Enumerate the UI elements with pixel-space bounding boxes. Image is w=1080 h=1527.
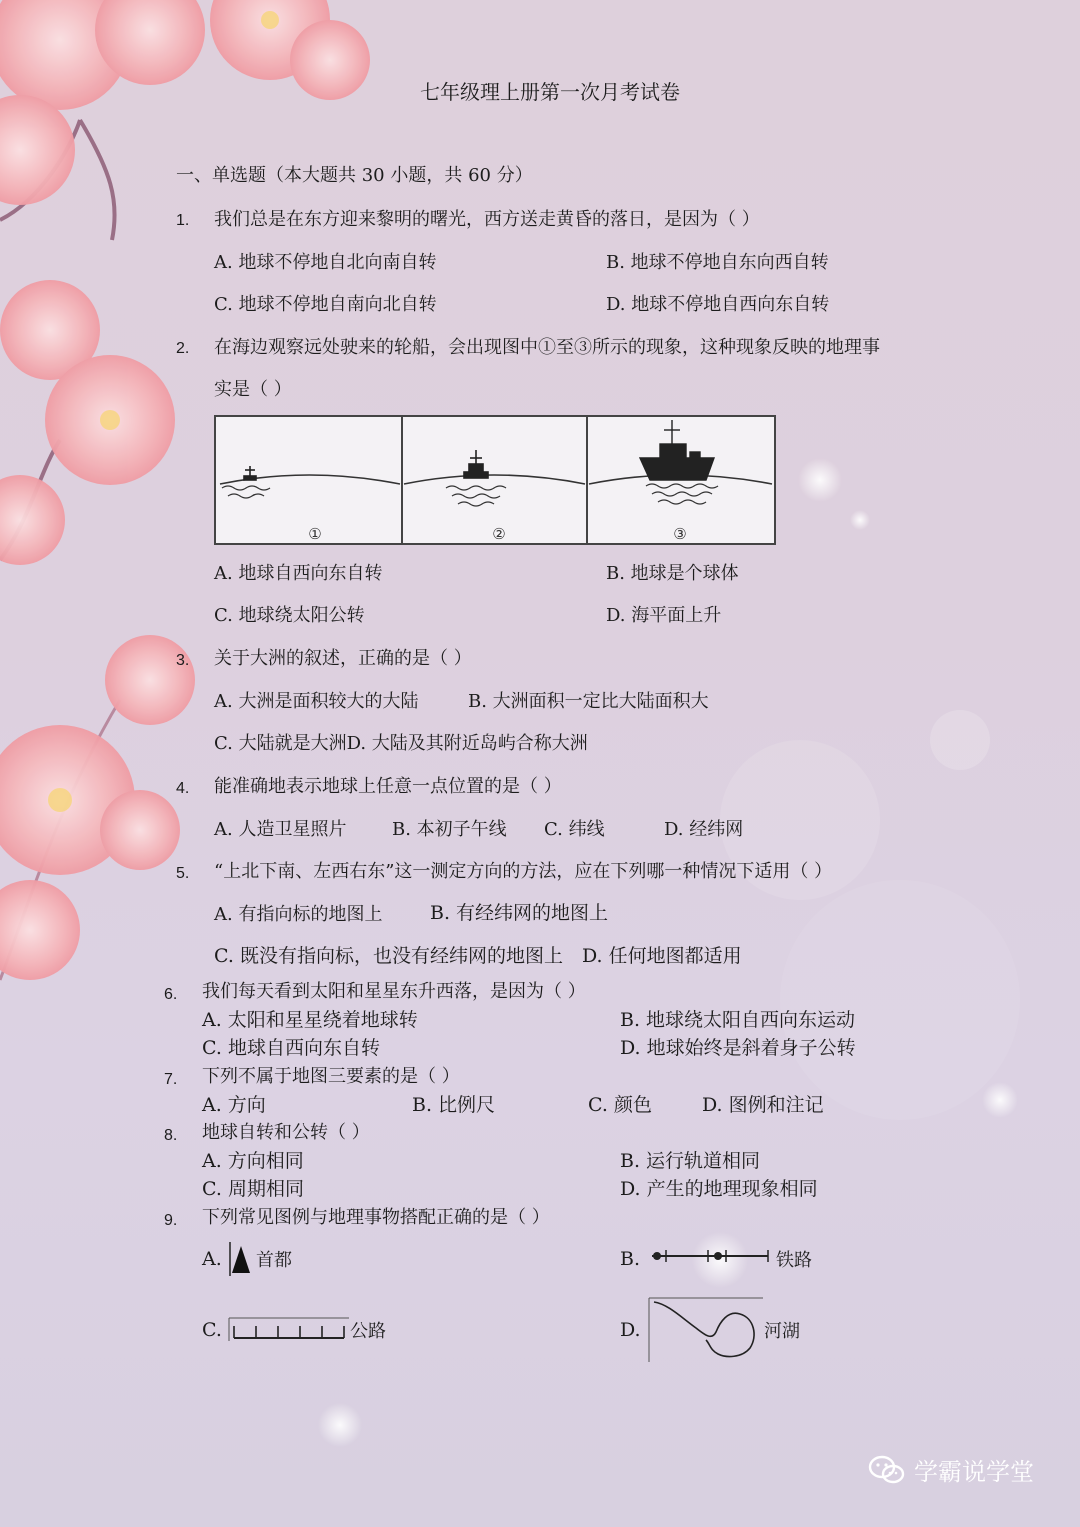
option-d: D. 产生的地理现象相同 bbox=[620, 1178, 818, 1200]
option-b: B. 有经纬网的地图上 bbox=[430, 902, 609, 924]
question-stem: 下列常见图例与地理事物搭配正确的是（ ） bbox=[202, 1207, 550, 1228]
capital-symbol-icon bbox=[228, 1241, 254, 1277]
question-stem-continued: 实是（ ） bbox=[214, 379, 292, 400]
option-a: A. 方向 bbox=[202, 1094, 266, 1116]
option-c: C. 颜色 bbox=[588, 1094, 652, 1116]
figure-label: ② bbox=[492, 525, 506, 543]
page-title: 七年级理上册第一次月考试卷 bbox=[420, 80, 680, 104]
road-symbol-icon bbox=[228, 1316, 350, 1342]
river-lake-symbol-icon bbox=[648, 1296, 764, 1364]
question-number: 5. bbox=[176, 865, 190, 882]
option-b: B. 本初子午线 bbox=[392, 819, 507, 840]
legend-label: 河湖 bbox=[764, 1321, 800, 1342]
question-number: 6. bbox=[164, 986, 178, 1003]
option-d: D. bbox=[620, 1319, 641, 1341]
option-a: A. 方向相同 bbox=[202, 1150, 304, 1172]
question-number: 8. bbox=[164, 1127, 178, 1144]
option-d: D. 经纬网 bbox=[664, 819, 744, 840]
option-c: C. 地球自西向东自转 bbox=[202, 1037, 380, 1059]
question-stem: 下列不属于地图三要素的是（ ） bbox=[202, 1066, 460, 1087]
option-a: A. 人造卫星照片 bbox=[214, 819, 347, 840]
option-c: C. bbox=[202, 1319, 222, 1341]
option-b: B. 地球不停地自东向西自转 bbox=[606, 252, 829, 273]
option-a: A. 地球自西向东自转 bbox=[214, 563, 383, 584]
figure-label: ③ bbox=[673, 525, 687, 543]
section-heading: 一、单选题（本大题共 30 小题，共 60 分） bbox=[176, 165, 533, 186]
option-d: D. 任何地图都适用 bbox=[582, 945, 742, 967]
legend-label: 首都 bbox=[256, 1250, 292, 1271]
option-b: B. 大洲面积一定比大陆面积大 bbox=[468, 691, 709, 712]
option-d: D. 海平面上升 bbox=[606, 605, 722, 626]
ship-horizon-figure bbox=[214, 414, 778, 548]
question-stem: 关于大洲的叙述，正确的是（ ） bbox=[214, 648, 472, 669]
watermark-text: 学霸说学堂 bbox=[914, 1458, 1034, 1486]
option-b: B. 运行轨道相同 bbox=[620, 1150, 761, 1172]
option-b: B. bbox=[620, 1248, 641, 1270]
question-stem: 能准确地表示地球上任意一点位置的是（ ） bbox=[214, 776, 562, 797]
option-a: A. 地球不停地自北向南自转 bbox=[214, 252, 437, 273]
question-number: 3. bbox=[176, 652, 190, 669]
option-c: C. 地球不停地自南向北自转 bbox=[214, 294, 437, 315]
option-d: D. 地球始终是斜着身子公转 bbox=[620, 1037, 856, 1059]
option-c: C. 既没有指向标，也没有经纬网的地图上 bbox=[214, 945, 563, 967]
question-number: 7. bbox=[164, 1071, 178, 1088]
question-stem: “上北下南、左西右东”这一测定方向的方法，应在下列哪一种情况下适用（ ） bbox=[214, 861, 833, 882]
question-number: 9. bbox=[164, 1212, 178, 1229]
option-c: C. 地球绕太阳公转 bbox=[214, 605, 365, 626]
wechat-icon bbox=[868, 1454, 906, 1486]
question-number: 2. bbox=[176, 340, 190, 357]
question-stem: 在海边观察远处驶来的轮船，会出现图中①至③所示的现象，这种现象反映的地理事 bbox=[214, 337, 880, 358]
option-d: D. 图例和注记 bbox=[702, 1094, 824, 1116]
railway-symbol-icon bbox=[648, 1246, 772, 1266]
question-number: 1. bbox=[176, 212, 190, 229]
option-a: A. 有指向标的地图上 bbox=[214, 904, 383, 925]
option-a: A. bbox=[202, 1248, 222, 1270]
legend-label: 公路 bbox=[350, 1321, 386, 1342]
question-stem: 我们每天看到太阳和星星东升西落，是因为（ ） bbox=[202, 981, 586, 1002]
option-c: C. 周期相同 bbox=[202, 1178, 304, 1200]
option-d: D. 地球不停地自西向东自转 bbox=[606, 294, 830, 315]
option-a: A. 大洲是面积较大的大陆 bbox=[214, 691, 419, 712]
figure-label: ① bbox=[308, 525, 322, 543]
option-b: B. 地球是个球体 bbox=[606, 563, 739, 584]
option-cd: C. 大陆就是大洲D. 大陆及其附近岛屿合称大洲 bbox=[214, 733, 588, 754]
legend-label: 铁路 bbox=[776, 1250, 812, 1271]
question-number: 4. bbox=[176, 780, 190, 797]
option-b: B. 地球绕太阳自西向东运动 bbox=[620, 1009, 856, 1031]
question-stem: 地球自转和公转（ ） bbox=[202, 1122, 370, 1143]
watermark bbox=[868, 1452, 1034, 1487]
option-a: A. 太阳和星星绕着地球转 bbox=[202, 1009, 418, 1031]
option-b: B. 比例尺 bbox=[412, 1094, 496, 1116]
question-stem: 我们总是在东方迎来黎明的曙光，西方送走黄昏的落日，是因为（ ） bbox=[214, 209, 760, 230]
option-c: C. 纬线 bbox=[544, 819, 605, 840]
